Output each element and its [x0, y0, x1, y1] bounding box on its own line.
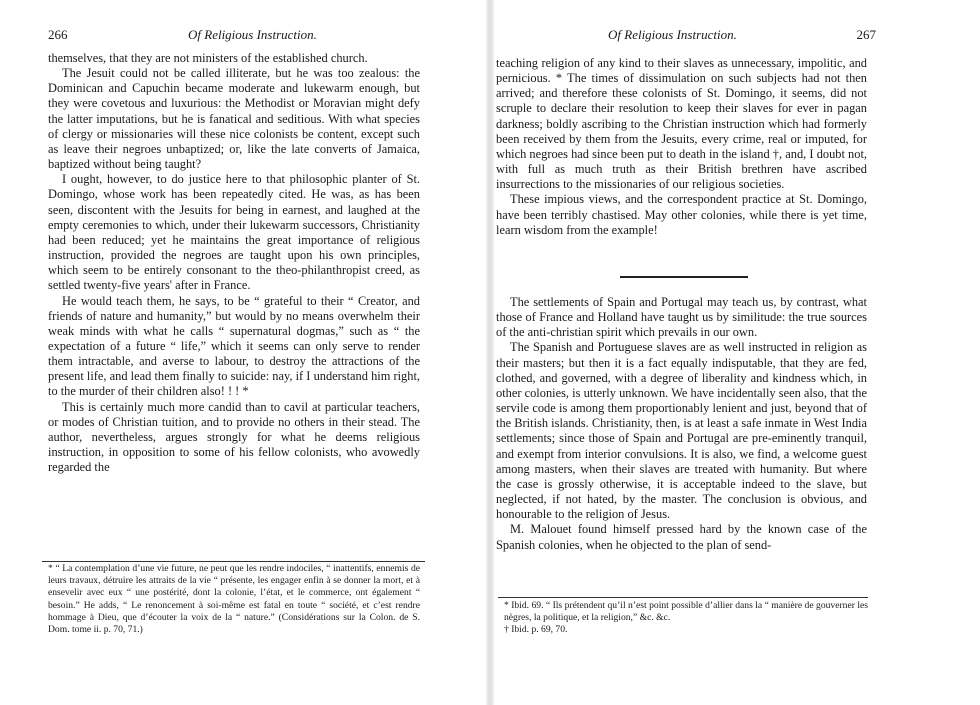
paragraph: These impious views, and the correspondent practice at St. Domingo, have been terribly chastised. May other colonies, while there is yet time, learn wisdom from the example!: [496, 192, 867, 237]
paragraph: I ought, however, to do justice here to that philosophic planter of St. Domingo, whose work has been repeatedly cited. He was, as has been seen, discontent with the Jesuits for being in earnest, and laughed at the empty ceremonies to which, under their lukewarm successors, Christianity had been reduced; yet he maintains the great importance of religious instruction, provided the negroes are taught upon his own principles, which seem to be entirely consonant to the theo-philanthropist creed, as settled twenty-five years' after in France.: [48, 172, 420, 293]
paragraph: themselves, that they are not ministers of the established church.: [48, 51, 368, 65]
left-page-header: [48, 27, 430, 45]
right-body-text-lower: [496, 295, 867, 553]
paragraph: This is certainly much more candid than to cavil at particular teachers, or modes of Christian tuition, and to provide no others in their stead. The author, nevertheless, argues strongly for what he deems religious instruction, in opposition to some of his fellow colonists, who avowedly regarded the: [48, 399, 420, 475]
paragraph: The Spanish and Portuguese slaves are as well instructed in religion as their masters; but then it is a fact equally indisputable, that they are fed, clothed, and governed, with a degree of liberality and kindness which, in other colonies, is utterly unknown. We have incidentally seen also, that the servile code is among them proportionably lenient and just, beyond that of the British islands. Christianity, then, is at least a safe inmate in West India settlements; since those of Spain and Portugal are pre-eminently tranquil, and exempt from interior convulsions. It is also, we find, a welcome guest among masters, when their slaves are treated with humanity. But where the case is grossly otherwise, it is acceptable indeed to the slave, but neglected, if not hated, by the master. The conclusion is obvious, and honourable to the religion of Jesus.: [496, 340, 867, 522]
paragraph: M. Malouet found himself pressed hard by the known case of the Spanish colonies, when he objected to the plan of send-: [496, 522, 867, 552]
paragraph: teaching religion of any kind to their slaves as unnecessary, impolitic, and pernicious. * The times of dissimulation on such subjects had not then arrived; and therefore these colonists of St. Domingo, it seems, did not scruple to declare their resolution to keep their slaves for ever in pagan darkness; boldly ascribing to the Christian instruction which had formerly been received by them from the Jesuits, every crime, real or imputed, for which negroes had since been put to death in the island †, and, I doubt not, with full as much truth as their British brethren have ascribed insurrections to the missionaries of our religious societies.: [496, 56, 867, 192]
right-footnotes: [504, 600, 868, 637]
left-running-title: Of Religious Instruction.: [188, 27, 317, 42]
paragraph: The settlements of Spain and Portugal may teach us, by contrast, what those of France and Holland have taught us by similitude: the true sources of the anti-christian spirit which prevails in our own.: [496, 295, 867, 340]
footnote-divider: [498, 597, 868, 598]
left-page-number: 266: [48, 27, 68, 42]
left-body-text: [48, 51, 420, 475]
footnote-divider: [42, 561, 425, 562]
footnote: * “ La contemplation d’une vie future, ne peut que les rendre indociles, “ inattentifs, ennemis de leurs travaux, détruire les attraits de la vie “ présente, les engager enfin à se donner la mort, et à ensevelir avec eux “ une postérité, dont la colonie, l’état, et le commerce, ont également “ besoin.” He adds, “ Le renoncement à soi-même est fatal en toute “ société, et c’est rendre hommage à Dieu, que d’écouter la voix de la “ nature.” (Considérations sur la Colon. de S. Dom. tome ii. p. 70, 71.): [48, 563, 420, 636]
right-page: [490, 0, 980, 705]
left-footnotes: [48, 563, 420, 636]
footnote: * Ibid. 69. “ Ils prétendent qu’il n’est point possible d’allier dans la “ manière de gouverner les nègres, la politique, et la religion,” &c. &c.: [504, 600, 868, 624]
footnote: † Ibid. p. 69, 70.: [504, 624, 568, 636]
section-divider: [620, 276, 748, 278]
paragraph: He would teach them, he says, to be “ grateful to their “ Creator, and friends of nature and humanity,” but would by no means overwhelm their weak minds with what he calls “ supernatural dogmas,” such as “ the expectation of a future “ life,” which it seems can only serve to render them intractable, and averse to labour, to destroy the attractions of the present life, and lead them finally to suicide: nay, if I understand him right, to the murder of their children also! ! ! *: [48, 293, 420, 399]
paragraph: The Jesuit could not be called illiterate, but he was too zealous: the Dominican and Capuchin became moderate and lukewarm enough, but they were covetous and luxurious: the Methodist or Moravian might defy the latter imputations, but he is fanatical and seditious. With what species of clergy or missionaries will these nice colonists be content, except such as leave their negroes unbaptized; or, like the late converts of Jamaica, baptized without being taught?: [48, 66, 420, 172]
right-page-number: 267: [856, 27, 876, 42]
right-page-header: [608, 27, 876, 45]
right-running-title: Of Religious Instruction.: [608, 27, 737, 42]
right-body-text-upper: [496, 56, 867, 238]
